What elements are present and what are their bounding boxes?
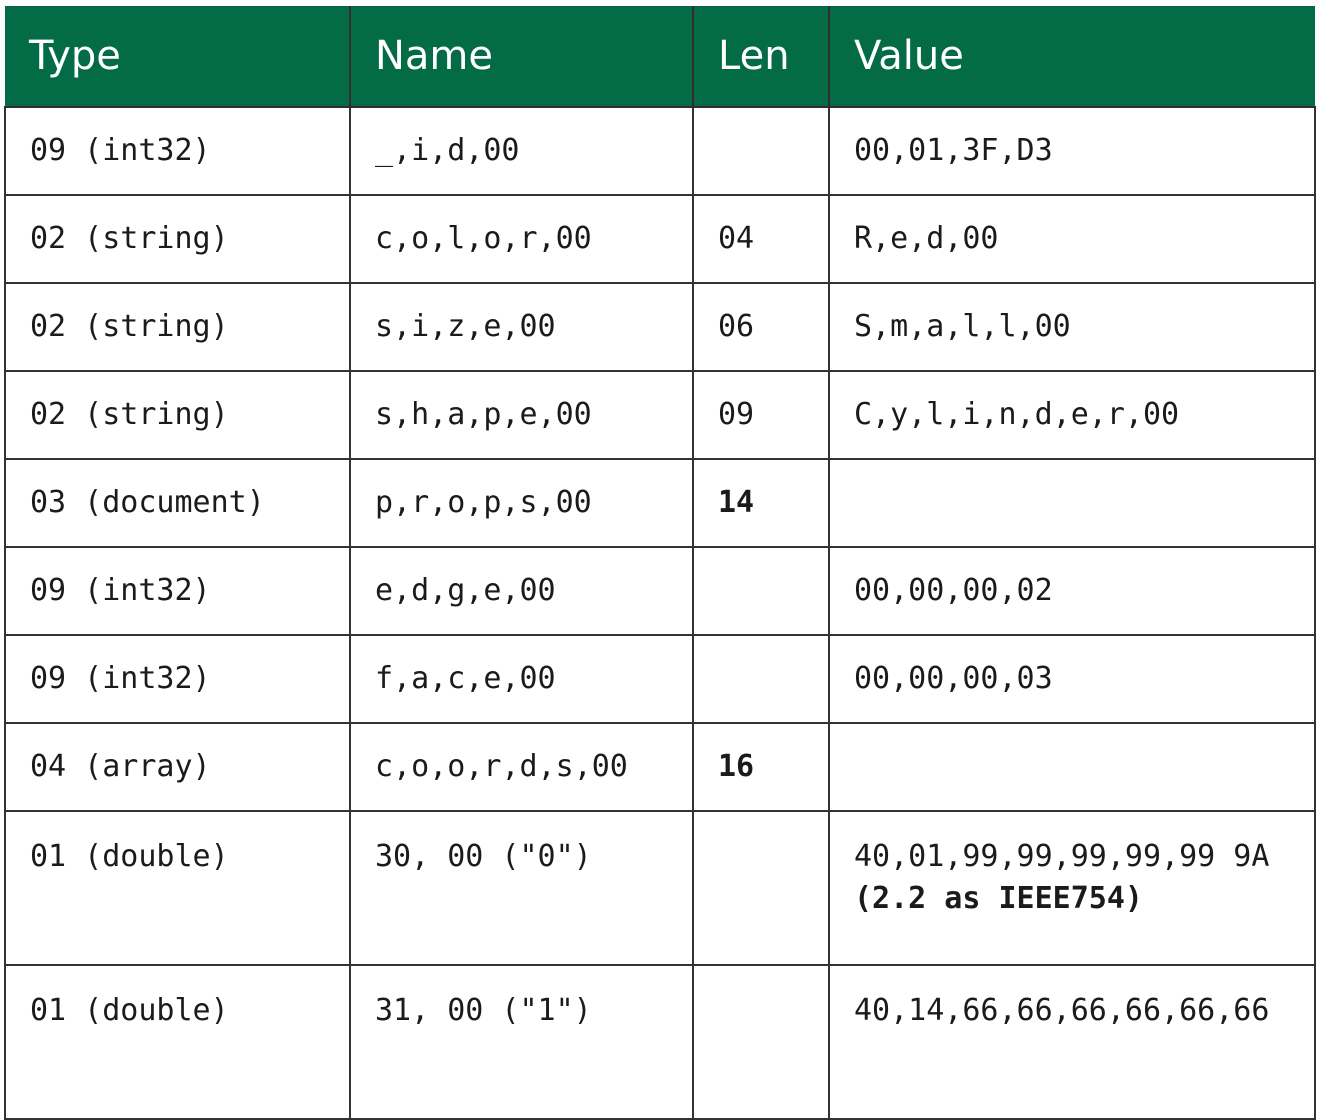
- value-cell: 00,01,3F,D3: [829, 107, 1315, 195]
- value-cell: [829, 459, 1315, 547]
- value-cell: S,m,a,l,l,00: [829, 283, 1315, 371]
- header-type: Type: [5, 6, 350, 107]
- len-cell: [693, 547, 829, 635]
- table-row: [5, 107, 1315, 195]
- name-cell: _,i,d,00: [350, 107, 693, 195]
- table-row: [5, 459, 1315, 547]
- header-name: Name: [350, 6, 693, 107]
- table-row: [5, 547, 1315, 635]
- name-cell: 30, 00 ("0"): [350, 811, 693, 965]
- name-cell: e,d,g,e,00: [350, 547, 693, 635]
- len-cell: 16: [693, 723, 829, 811]
- header-len: Len: [693, 6, 829, 107]
- type-cell: 03 (document): [5, 459, 350, 547]
- len-cell: 14: [693, 459, 829, 547]
- table-row: [5, 965, 1315, 1119]
- len-cell: 09: [693, 371, 829, 459]
- value-cell: [829, 811, 1315, 965]
- name-cell: 31, 00 ("1"): [350, 965, 693, 1119]
- type-cell: 09 (int32): [5, 107, 350, 195]
- len-cell: [693, 965, 829, 1119]
- name-cell: s,h,a,p,e,00: [350, 371, 693, 459]
- len-cell: 04: [693, 195, 829, 283]
- name-cell: p,r,o,p,s,00: [350, 459, 693, 547]
- value-cell: 00,00,00,02: [829, 547, 1315, 635]
- len-cell: [693, 107, 829, 195]
- len-cell: 06: [693, 283, 829, 371]
- type-cell: 01 (double): [5, 965, 350, 1119]
- type-cell: 02 (string): [5, 283, 350, 371]
- type-cell: 09 (int32): [5, 635, 350, 723]
- len-cell: [693, 635, 829, 723]
- name-cell: c,o,l,o,r,00: [350, 195, 693, 283]
- table-row: [5, 635, 1315, 723]
- type-cell: 01 (double): [5, 811, 350, 965]
- name-cell: c,o,o,r,d,s,00: [350, 723, 693, 811]
- table-row: [5, 723, 1315, 811]
- value-cell: [829, 723, 1315, 811]
- value-cell: C,y,l,i,n,d,e,r,00: [829, 371, 1315, 459]
- bson-encoding-table: [4, 6, 1316, 1120]
- header-row: [5, 6, 1315, 107]
- type-cell: 02 (string): [5, 371, 350, 459]
- type-cell: 04 (array): [5, 723, 350, 811]
- value-note: (2.2 as IEEE754): [854, 881, 1143, 916]
- value-cell: 40,14,66,66,66,66,66,66: [829, 965, 1315, 1119]
- table-row: [5, 283, 1315, 371]
- type-cell: 09 (int32): [5, 547, 350, 635]
- value-bytes: 40,01,99,99,99,99,99 9A: [854, 839, 1270, 874]
- type-cell: 02 (string): [5, 195, 350, 283]
- name-cell: f,a,c,e,00: [350, 635, 693, 723]
- table-row: [5, 195, 1315, 283]
- value-cell: R,e,d,00: [829, 195, 1315, 283]
- len-cell: [693, 811, 829, 965]
- name-cell: s,i,z,e,00: [350, 283, 693, 371]
- header-value: Value: [829, 6, 1315, 107]
- table-row: [5, 811, 1315, 965]
- table-row: [5, 371, 1315, 459]
- value-cell: 00,00,00,03: [829, 635, 1315, 723]
